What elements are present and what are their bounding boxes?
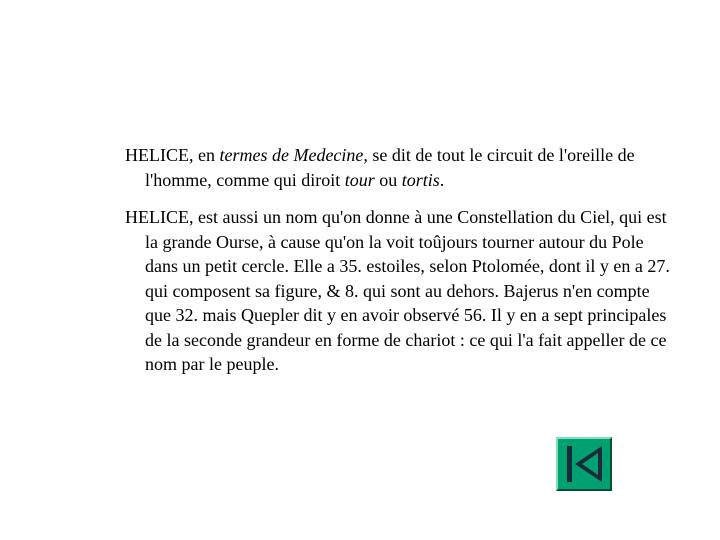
skip-to-first-icon: [558, 439, 610, 489]
entry-italic-text: tortis: [401, 169, 440, 190]
first-page-button[interactable]: [556, 437, 612, 491]
document-body: [125, 143, 670, 390]
entry-italic-text: termes de Medecine,: [219, 145, 368, 165]
entry-text: se dit de tout le circuit de l'oreille de l'homme, comme qui diroit: [145, 145, 635, 190]
entry-helice-medecine: [125, 143, 670, 192]
entry-text: .: [439, 169, 445, 190]
entry-text: HELICE, en: [125, 145, 220, 165]
entry-italic-text: tour: [344, 169, 375, 190]
entry-text: ou: [374, 169, 402, 190]
entry-helice-constellation: HELICE, est aussi un nom qu'on donne à une Constellation du Ciel, qui est la grande Ourse, à cause qu'on la voit toûjours tourner autour du Pole dans un petit cercle. Elle a 35. estoiles, selon Ptolomée, dont il y en a 27. qui composent sa figure, & 8. qui sont au dehors. Bajerus n'en compte que 32. mais Quepler dit y en avoir observé 56. Il y en a sept principales de la seconde grandeur en forme de chariot : ce qui l'a fait appeller de ce nom par le peuple.: [125, 207, 670, 374]
